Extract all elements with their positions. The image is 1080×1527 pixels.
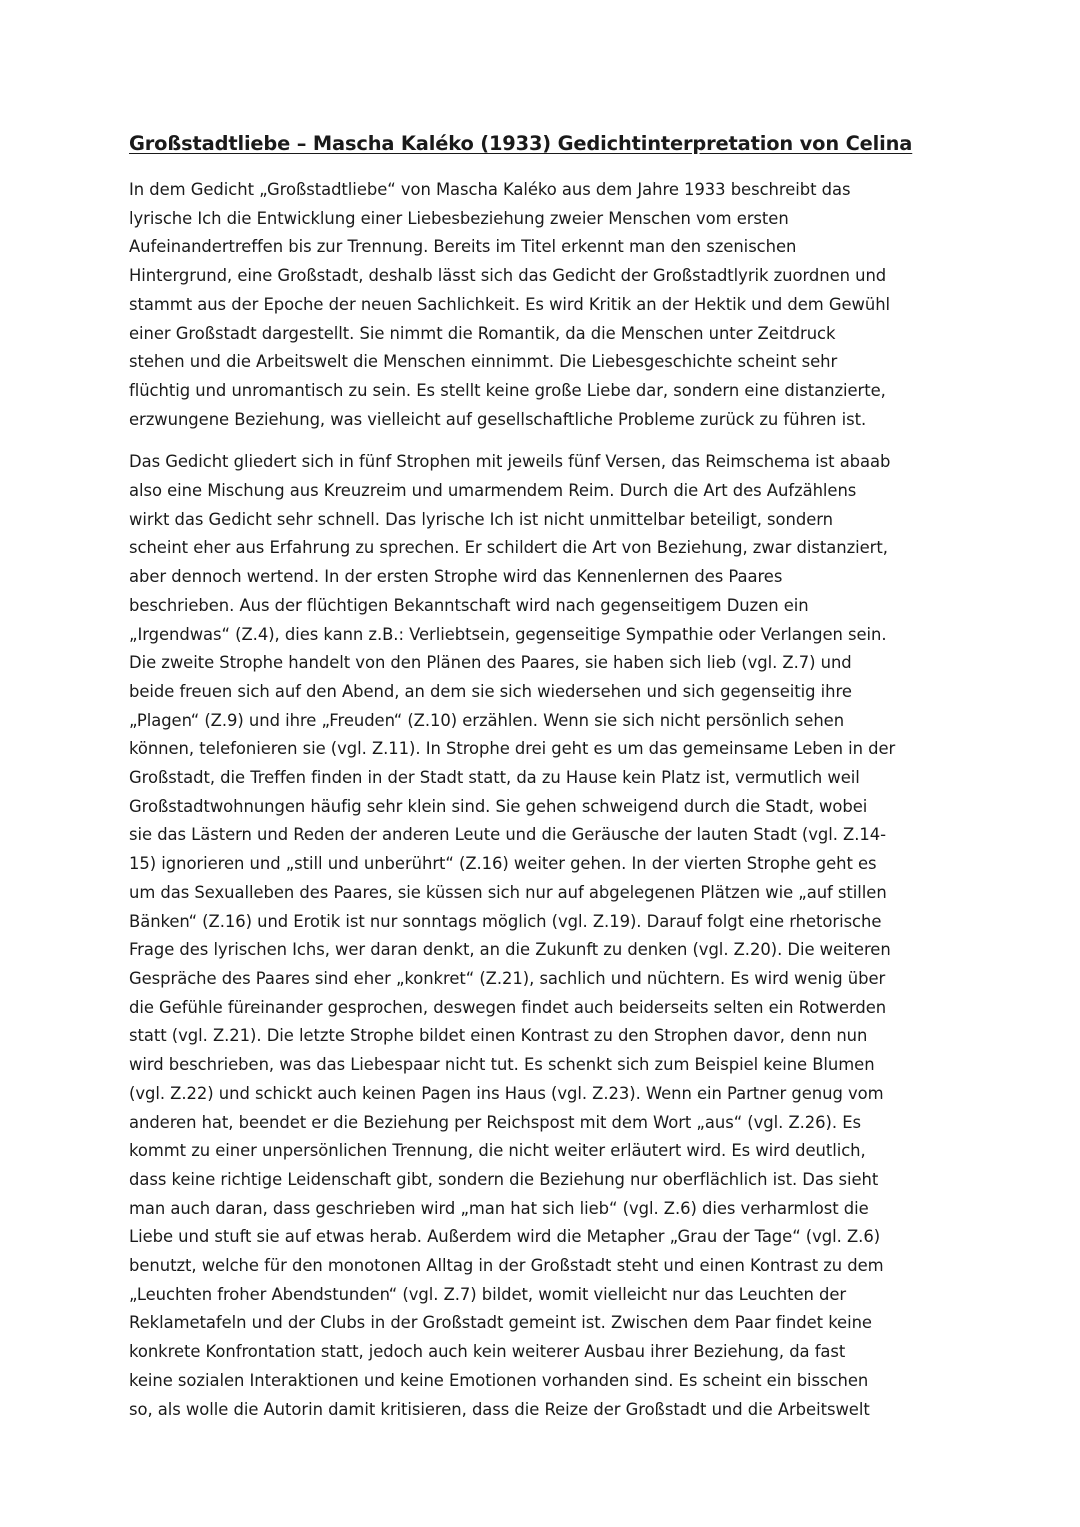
text-line: (vgl. Z.22) und schickt auch keinen Pagen ins Haus (vgl. Z.23). Wenn ein Partner genug vom bbox=[129, 1083, 884, 1103]
text-line: stammt aus der Epoche der neuen Sachlichkeit. Es wird Kritik an der Hektik und dem Gewühl bbox=[129, 294, 891, 314]
text-line: 15) ignorieren und „still und unberührt“ (Z.16) weiter gehen. In der vierten Strophe geht es bbox=[129, 854, 877, 874]
text-line: dass keine richtige Leidenschaft gibt, sondern die Beziehung nur oberflächlich ist. Das sieht bbox=[129, 1169, 879, 1189]
text-line: um das Sexualleben des Paares, sie küssen sich nur auf abgelegenen Plätzen wie „auf stillen bbox=[129, 882, 887, 902]
text-line: wird beschrieben, was das Liebespaar nicht tut. Es schenkt sich zum Beispiel keine Blumen bbox=[129, 1055, 875, 1075]
text-line: Reklametafeln und der Clubs in der Großstadt gemeint ist. Zwischen dem Paar findet keine bbox=[129, 1313, 872, 1333]
text-line: Großstadtwohnungen häufig sehr klein sind. Sie gehen schweigend durch die Stadt, wobei bbox=[129, 796, 868, 816]
text-line: Das Gedicht gliedert sich in fünf Strophen mit jeweils fünf Versen, das Reimschema ist abaab bbox=[129, 452, 891, 472]
text-line: statt (vgl. Z.21). Die letzte Strophe bildet einen Kontrast zu den Strophen davor, denn nun bbox=[129, 1026, 868, 1046]
text-line: sie das Lästern und Reden der anderen Leute und die Geräusche der lauten Stadt (vgl. Z.14- bbox=[129, 825, 886, 845]
paragraph-1 bbox=[129, 176, 955, 434]
text-line: man auch daran, dass geschrieben wird „man hat sich lieb“ (vgl. Z.6) dies verharmlost die bbox=[129, 1198, 869, 1218]
paragraph-2 bbox=[129, 448, 955, 1424]
text-line: keine sozialen Interaktionen und keine Emotionen vorhanden sind. Es scheint ein bisschen bbox=[129, 1370, 869, 1390]
paragraph-container bbox=[129, 176, 955, 1424]
text-line: kommt zu einer unpersönlichen Trennung, die nicht weiter erläutert wird. Es wird deutlich, bbox=[129, 1141, 866, 1161]
text-line: konkrete Konfrontation statt, jedoch auch kein weiterer Ausbau ihrer Beziehung, da fast bbox=[129, 1342, 846, 1362]
text-line: einer Großstadt dargestellt. Sie nimmt die Romantik, da die Menschen unter Zeitdruck bbox=[129, 323, 836, 343]
text-line: In dem Gedicht „Großstadtliebe“ von Mascha Kaléko aus dem Jahre 1933 beschreibt das bbox=[129, 180, 851, 199]
text-line: erzwungene Beziehung, was vielleicht auf gesellschaftliche Probleme zurück zu führen ist. bbox=[129, 409, 867, 429]
text-line: Die zweite Strophe handelt von den Plänen des Paares, sie haben sich lieb (vgl. Z.7) und bbox=[129, 653, 852, 673]
text-line: also eine Mischung aus Kreuzreim und umarmendem Reim. Durch die Art des Aufzählens bbox=[129, 481, 857, 501]
text-line: die Gefühle füreinander gesprochen, deswegen findet auch beiderseits selten ein Rotwerden bbox=[129, 997, 887, 1017]
text-line: Liebe und stuft sie auf etwas herab. Außerdem wird die Metapher „Grau der Tage“ (vgl. Z.6) bbox=[129, 1227, 881, 1247]
text-line: „Plagen“ (Z.9) und ihre „Freuden“ (Z.10) erzählen. Wenn sie sich nicht persönlich sehen bbox=[129, 710, 845, 730]
text-line: flüchtig und unromantisch zu sein. Es stellt keine große Liebe dar, sondern eine distanzierte, bbox=[129, 380, 886, 400]
text-line: aber dennoch wertend. In der ersten Strophe wird das Kennenlernen des Paares bbox=[129, 567, 783, 587]
text-line: Großstadt, die Treffen finden in der Stadt statt, da zu Hause kein Platz ist, vermutlich weil bbox=[129, 768, 860, 788]
text-line: lyrische Ich die Entwicklung einer Liebesbeziehung zweier Menschen vom ersten bbox=[129, 208, 789, 228]
text-line: Hintergrund, eine Großstadt, deshalb lässt sich das Gedicht der Großstadtlyrik zuordnen und bbox=[129, 266, 887, 286]
text-line: „Irgendwas“ (Z.4), dies kann z.B.: Verliebtsein, gegenseitige Sympathie oder Verlangen sein. bbox=[129, 624, 887, 644]
document-title: Großstadtliebe – Mascha Kaléko (1933) Gedichtinterpretation von Celina bbox=[129, 132, 913, 155]
text-line: scheint eher aus Erfahrung zu sprechen. Er schildert die Art von Beziehung, zwar distanziert, bbox=[129, 538, 888, 558]
document-body bbox=[129, 128, 955, 1438]
text-line: so, als wolle die Autorin damit kritisieren, dass die Reize der Großstadt und die Arbeitswelt bbox=[129, 1399, 870, 1419]
text-line: Gespräche des Paares sind eher „konkret“ (Z.21), sachlich und nüchtern. Es wird wenig über bbox=[129, 968, 886, 988]
text-line: Aufeinandertreffen bis zur Trennung. Bereits im Titel erkennt man den szenischen bbox=[129, 237, 797, 257]
text-line: können, telefonieren sie (vgl. Z.11). In Strophe drei geht es um das gemeinsame Leben in der bbox=[129, 739, 896, 759]
text-line: „Leuchten froher Abendstunden“ (vgl. Z.7) bildet, womit vielleicht nur das Leuchten der bbox=[129, 1284, 847, 1304]
text-line: Frage des lyrischen Ichs, wer daran denkt, an die Zukunft zu denken (vgl. Z.20). Die weiteren bbox=[129, 940, 891, 960]
text-line: beschrieben. Aus der flüchtigen Bekanntschaft wird nach gegenseitigem Duzen ein bbox=[129, 595, 809, 615]
text-line: benutzt, welche für den monotonen Alltag in der Großstadt steht und einen Kontrast zu dem bbox=[129, 1256, 884, 1276]
text-line: anderen hat, beendet er die Beziehung per Reichspost mit dem Wort „aus“ (vgl. Z.26). Es bbox=[129, 1112, 862, 1132]
text-line: Bänken“ (Z.16) und Erotik ist nur sonntags möglich (vgl. Z.19). Darauf folgt eine rhetorische bbox=[129, 911, 882, 931]
text-line: beide freuen sich auf den Abend, an dem sie sich wiedersehen und sich gegenseitig ihre bbox=[129, 681, 852, 701]
text-line: wirkt das Gedicht sehr schnell. Das lyrische Ich ist nicht unmittelbar beteiligt, sondern bbox=[129, 509, 833, 529]
text-line: stehen und die Arbeitswelt die Menschen einnimmt. Die Liebesgeschichte scheint sehr bbox=[129, 352, 838, 372]
